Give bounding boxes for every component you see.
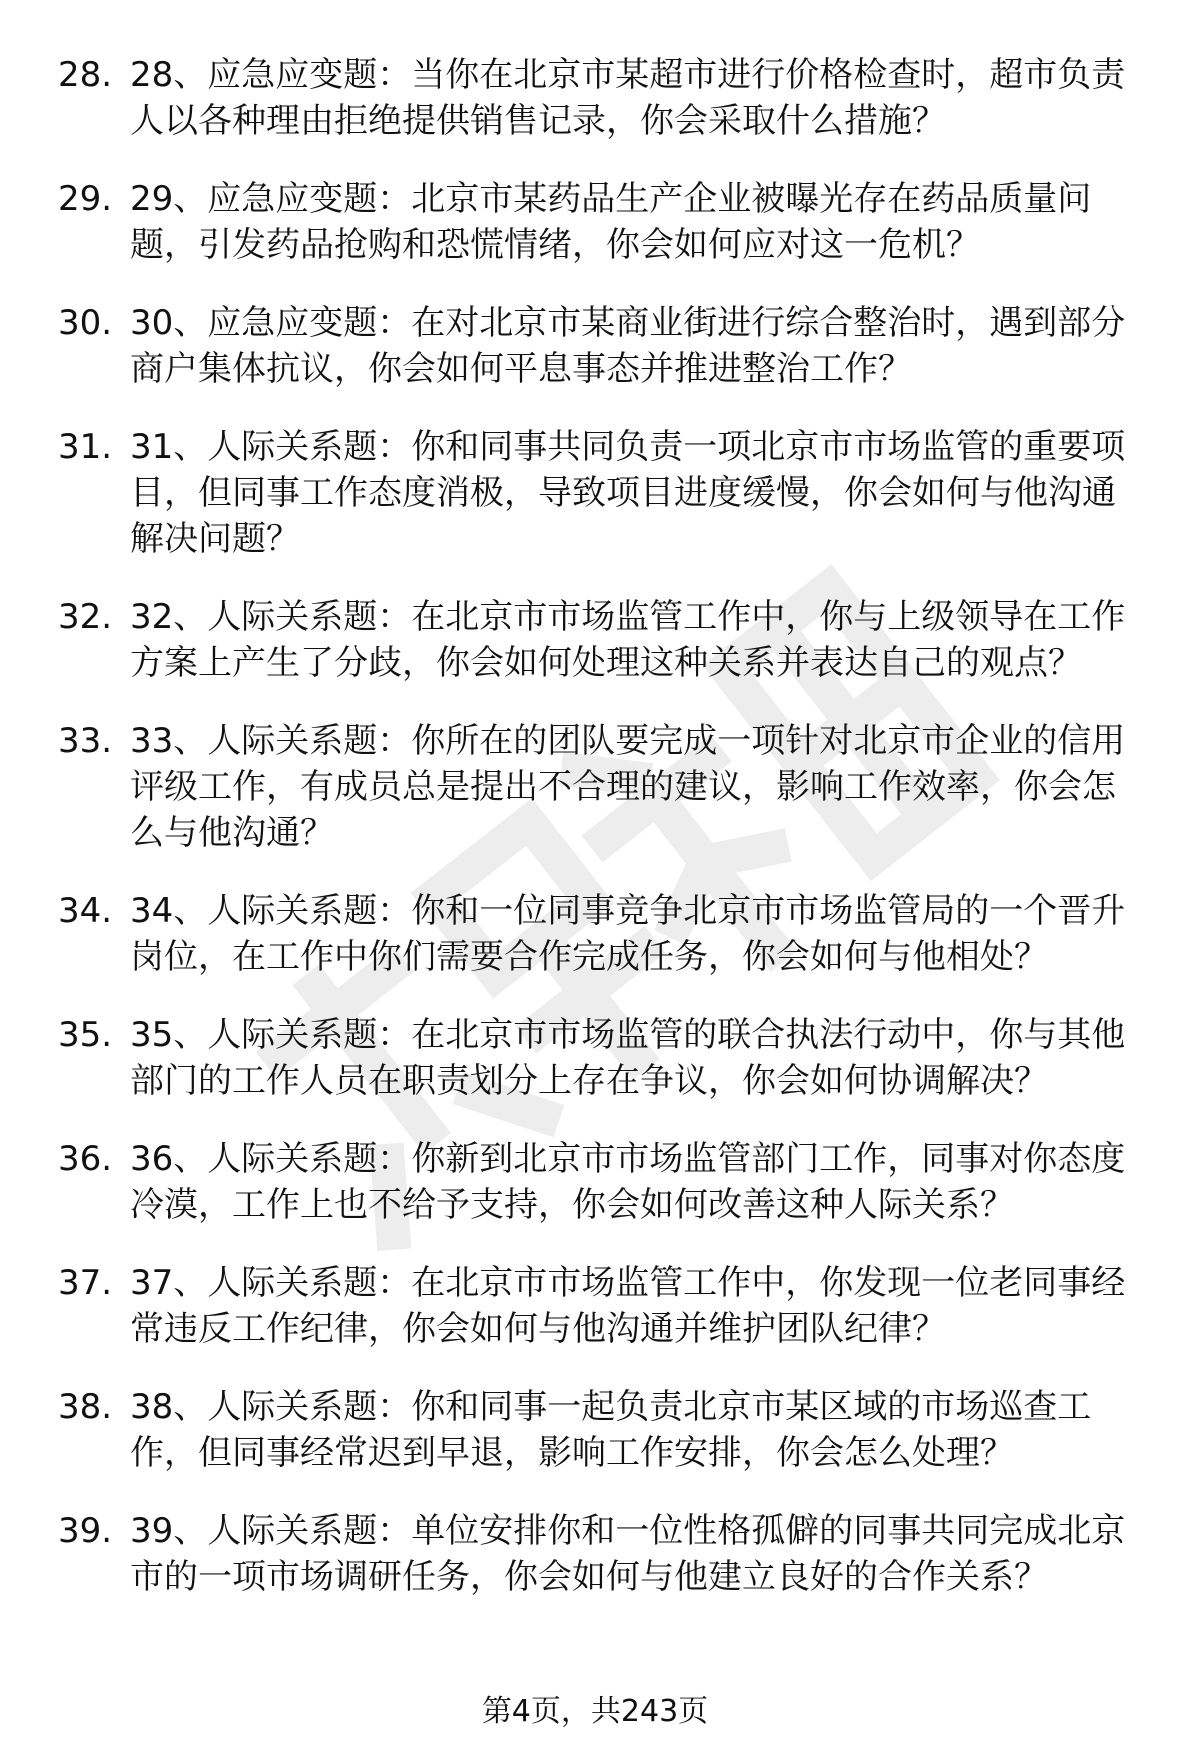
list-item xyxy=(58,300,1148,392)
page-footer: 第4页，共243页 xyxy=(481,1694,709,1729)
item-text: 30、应急应变题：在对北京市某商业街进行综合整治时，遇到部分商户集体抗议，你会如何平息事态并推进整治工作？ xyxy=(130,303,1126,389)
item-text: 37、人际关系题：在北京市市场监管工作中，你发现一位老同事经常违反工作纪律，你会如何与他沟通并维护团队纪律？ xyxy=(130,1263,1126,1349)
item-text: 28、应急应变题：当你在北京市某超市进行价格检查时，超市负责人以各种理由拒绝提供销售记录，你会采取什么措施？ xyxy=(130,55,1126,141)
list-item xyxy=(58,176,1148,268)
list-item xyxy=(58,718,1148,856)
list-item xyxy=(58,424,1148,562)
list-item xyxy=(58,594,1148,686)
item-number: 28. xyxy=(58,55,113,95)
item-number: 36. xyxy=(58,1139,113,1179)
item-number: 32. xyxy=(58,597,113,637)
item-text: 35、人际关系题：在北京市市场监管的联合执法行动中，你与其他部门的工作人员在职责划分上存在争议，你会如何协调解决？ xyxy=(130,1015,1126,1101)
item-number: 35. xyxy=(58,1015,113,1055)
item-number: 29. xyxy=(58,179,113,219)
item-text: 34、人际关系题：你和一位同事竞争北京市市场监管局的一个晋升岗位，在工作中你们需要合作完成任务，你会如何与他相处？ xyxy=(130,891,1126,977)
item-number: 38. xyxy=(58,1387,113,1427)
list-item xyxy=(58,1508,1148,1600)
item-text: 38、人际关系题：你和同事一起负责北京市某区域的市场巡查工作，但同事经常迟到早退，影响工作安排，你会怎么处理？ xyxy=(130,1387,1092,1473)
list-item xyxy=(58,1012,1148,1104)
item-number: 33. xyxy=(58,721,113,761)
question-list xyxy=(58,52,1148,1632)
item-text: 29、应急应变题：北京市某药品生产企业被曝光存在药品质量问题，引发药品抢购和恐慌情绪，你会如何应对这一危机？ xyxy=(130,179,1092,265)
item-text: 31、人际关系题：你和同事共同负责一项北京市市场监管的重要项目，但同事工作态度消极，导致项目进度缓慢，你会如何与他沟通解决问题？ xyxy=(130,427,1126,559)
item-text: 33、人际关系题：你所在的团队要完成一项针对北京市企业的信用评级工作，有成员总是提出不合理的建议，影响工作效率，你会怎么与他沟通？ xyxy=(130,721,1126,853)
item-number: 37. xyxy=(58,1263,113,1303)
item-text: 39、人际关系题：单位安排你和一位性格孤僻的同事共同完成北京市的一项市场调研任务，你会如何与他建立良好的合作关系？ xyxy=(130,1511,1126,1597)
list-item xyxy=(58,1136,1148,1228)
list-item xyxy=(58,888,1148,980)
item-number: 34. xyxy=(58,891,113,931)
item-number: 39. xyxy=(58,1511,113,1551)
item-number: 31. xyxy=(58,427,113,467)
list-item xyxy=(58,1260,1148,1352)
item-text: 36、人际关系题：你新到北京市市场监管部门工作，同事对你态度冷漠，工作上也不给予支持，你会如何改善这种人际关系？ xyxy=(130,1139,1126,1225)
list-item xyxy=(58,52,1148,144)
item-number: 30. xyxy=(58,303,113,343)
list-item xyxy=(58,1384,1148,1476)
item-text: 32、人际关系题：在北京市市场监管工作中，你与上级领导在工作方案上产生了分歧，你会如何处理这种关系并表达自己的观点？ xyxy=(130,597,1126,683)
